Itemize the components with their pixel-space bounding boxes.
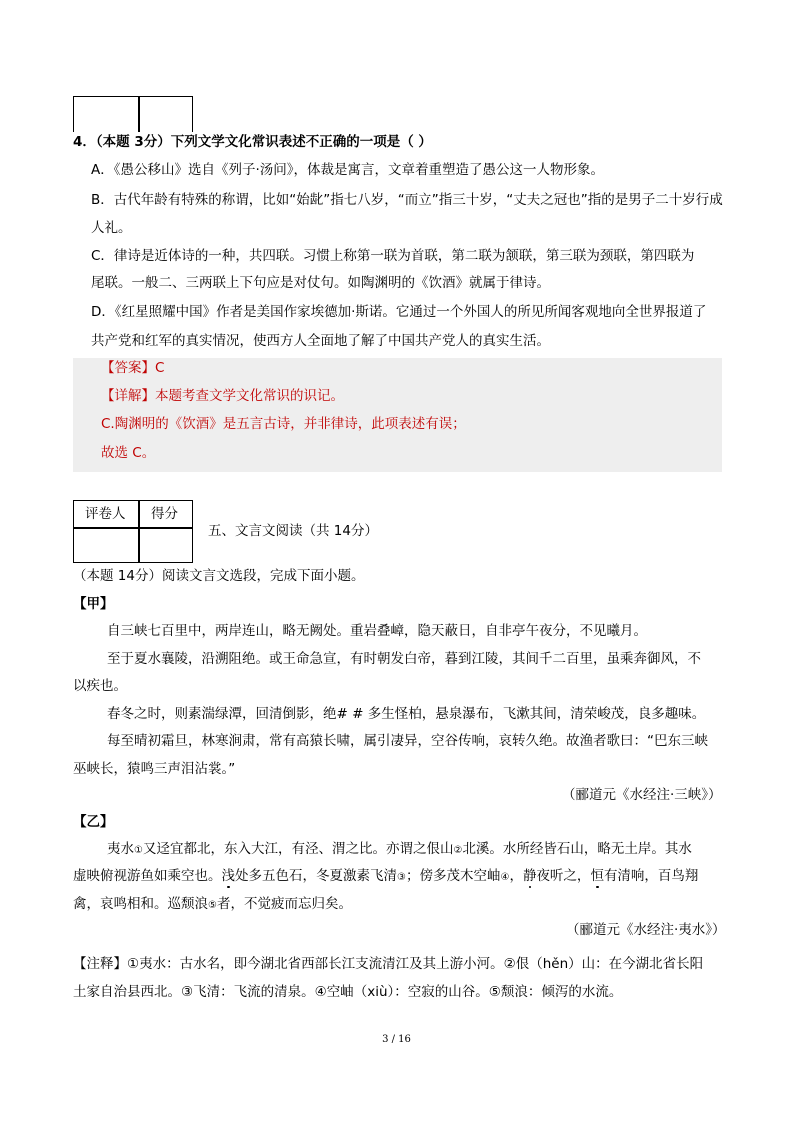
top-grid-right-cell	[138, 96, 193, 132]
score-table-reviewer-label: 评卷人	[85, 506, 126, 522]
jia-paragraph-3: 春冬之时，则素湍绿潭，回清倒影，绝# # 多生怪柏，悬泉瀑布，飞漱其间，清荣峻茂，良多趣味。	[107, 706, 706, 722]
answer-line	[101, 358, 164, 378]
q4-option-c-line2: 尾联。一般二、三两联上下句应是对仗句。如陶渊明的《饮酒》就属于律诗。	[91, 275, 550, 291]
answer-conclusion: 故选 C。	[101, 445, 156, 461]
yi-text: 北溪。水所经皆石山，略无土岸。其水	[462, 841, 692, 857]
jia-source: （郦道元《水经注·三峡》）	[562, 787, 722, 803]
notes-line-1: 【注释】①夷水：古水名，即今湖北省西部长江支流清江及其上游小河。②佷（hěn）山：在今湖北省长阳	[73, 956, 704, 972]
q4-option-d-line1: D．《红星照耀中国》作者是美国作家埃德加·斯诺。它通过一个外国人的所见所闻客观地向全世界报道了	[91, 304, 707, 320]
yi-text: 者，不觉疲而忘归矣。	[216, 896, 352, 912]
answer-value: C	[155, 360, 165, 376]
footnote-marker: ③	[397, 872, 406, 883]
yi-text: 有清响，百鸟翔	[603, 868, 699, 884]
yi-line-3	[73, 894, 352, 916]
q4-option-b-line1: B．古代年龄有特殊的称谓，比如“始龀”指七八岁，“而立”指三十岁，“丈夫之冠也”指的是男子二十岁行成	[91, 192, 723, 208]
yi-text: 夷水	[107, 841, 134, 857]
section5-intro: （本题 14分）阅读文言文选段，完成下面小题。	[73, 568, 365, 584]
answer-explanation: C.陶渊明的《饮酒》是五言古诗，并非律诗，此项表述有误；	[101, 416, 466, 432]
emphasized-char: 浅	[221, 868, 235, 884]
detail-text: 本题考查文学文化常识的识记。	[155, 388, 344, 404]
yi-text: 禽，哀鸣相和。巡颓浪	[73, 896, 208, 912]
jia-paragraph-2-line2: 以疾也。	[73, 678, 127, 694]
yi-text: 又迳宜都北，东入大江，有泾、渭之比。亦谓之佷山	[142, 841, 454, 857]
yi-label: 【乙】	[73, 814, 114, 830]
jia-paragraph-2-line1: 至于夏水襄陵，沿溯阻绝。或王命急宣，有时朝发白帝，暮到江陵，其间千二百里，虽乘奔御风，不	[107, 651, 701, 667]
footnote-marker: ①	[134, 845, 143, 856]
yi-text: ；傍多茂木空岫	[405, 868, 501, 884]
yi-text: 夜听之，	[536, 868, 591, 884]
notes-line-2: 土家自治县西北。③飞清：飞流的清泉。④空岫（xiù）：空寂的山谷。⑤颓浪：倾泻的水流。	[73, 984, 623, 1000]
jia-label: 【甲】	[73, 596, 114, 612]
answer-label: 【答案】	[101, 360, 155, 376]
yi-text: ，	[509, 868, 523, 884]
detail-line	[101, 386, 344, 406]
yi-text: 处多五色石，冬夏激素飞清	[235, 868, 397, 884]
footnote-marker: ⑤	[208, 900, 217, 911]
q4-option-d-line2: 共产党和红军的真实情况，使西方人全面地了解了中国共产党人的真实生活。	[91, 333, 550, 349]
jia-paragraph-4-line2: 巫峡长，猿鸣三声泪沾裳。”	[73, 761, 236, 777]
footnote-marker: ④	[500, 872, 510, 883]
score-table-cell-score-value	[138, 527, 193, 563]
section5-title: 五、文言文阅读（共 14分）	[208, 523, 378, 539]
q4-stem: 4．（本题 3分）下列文学文化常识表述不正确的一项是（ ）	[73, 134, 432, 150]
yi-line-1	[107, 839, 692, 861]
jia-paragraph-4-line1: 每至晴初霜旦，林寒涧肃，常有高猿长啸，属引凄异，空谷传响，哀转久绝。故渔者歌曰：“巴东三峡	[107, 733, 708, 749]
score-table-cell-reviewer-value	[73, 527, 140, 563]
yi-source: （郦道元《水经注·夷水》）	[566, 922, 726, 938]
page-number: 3 / 16	[382, 1034, 411, 1045]
yi-line-2	[73, 866, 698, 888]
emphasized-char: 静	[522, 868, 537, 884]
q4-option-a: A．《愚公移山》选自《列子·汤问》，体裁是寓言，文章着重塑造了愚公这一人物形象。	[91, 162, 605, 178]
jia-paragraph-1: 自三峡七百里中，两岸连山，略无阙处。重岩叠嶂，隐天蔽日，自非亭午夜分，不见曦月。	[107, 623, 647, 639]
q4-option-c-line1: C．律诗是近体诗的一种，共四联。习惯上称第一联为首联，第二联为颔联，第三联为颈联，第四联为	[91, 248, 695, 264]
top-grid-left-cell	[73, 96, 140, 132]
q4-option-b-line2: 人礼。	[91, 220, 132, 236]
yi-text: 虚映俯视游鱼如乘空也。	[73, 868, 222, 884]
score-table-score-label: 得分	[151, 506, 178, 522]
detail-label: 【详解】	[101, 388, 155, 404]
footnote-marker: ②	[453, 845, 463, 856]
emphasized-char: 恒	[590, 868, 604, 884]
